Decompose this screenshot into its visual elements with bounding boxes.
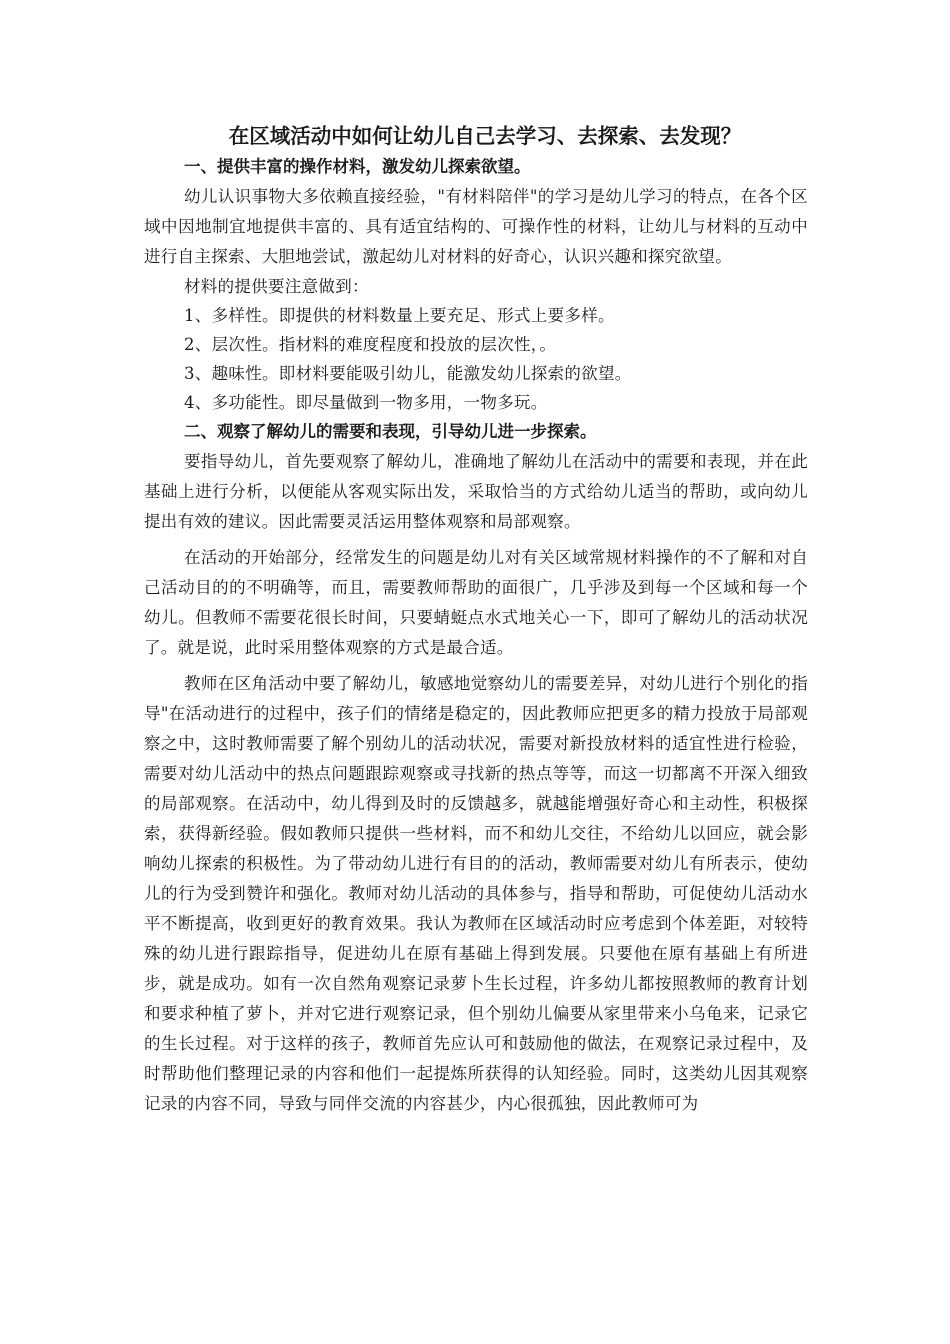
section-2-heading: 二、观察了解幼儿的需要和表现，引导幼儿进一步探索。: [184, 422, 597, 441]
list-item: 2、层次性。指材料的难度程度和投放的层次性，。: [184, 335, 557, 354]
section-2-paragraph: 在活动的开始部分，经常发生的问题是幼儿对有关区域常规材料操作的不了解和对自己活动目的的不明确等，而且，需要教师帮助的面很广，几乎涉及到每一个区域和每一个幼儿。但教师不需要花很长时间，只要蜻蜓点水式地关心一下，即可了解幼儿的活动状况了。就是说，此时采用整体观察的方式是最合适。: [144, 548, 808, 657]
section-1-paragraph: 幼儿认识事物大多依赖直接经验，"有材料陪伴"的学习是幼儿学习的特点，在各个区域中因地制宜地提供丰富的、具有适宜结构的、可操作性的材料，让幼儿与材料的互动中进行自主探索、大胆地尝试，激起幼儿对材料的好奇心，认识兴趣和探究欲望。: [144, 187, 808, 266]
materials-intro: 材料的提供要注意做到：: [184, 277, 369, 296]
document-page: [144, 120, 808, 1119]
section-2-paragraph: 教师在区角活动中要了解幼儿，敏感地觉察幼儿的需要差异，对幼儿进行个别化的指导"在活动进行的过程中，孩子们的情绪是稳定的，因此教师应把更多的精力投放于局部观察之中，这时教师需要了解个别幼儿的活动状况，需要对新投放材料的适宜性进行检验，需要对幼儿活动中的热点问题跟踪观察或寻找新的热点等等，而这一切都离不开深入细致的局部观察。在活动中，幼儿得到及时的反馈越多，就越能增强好奇心和主动性，积极探索，获得新经验。假如教师只提供一些材料，而不和幼儿交往，不给幼儿以回应，就会影响幼儿探索的积极性。为了带动幼儿进行有目的的活动，教师需要对幼儿有所表示，使幼儿的行为受到赞许和强化。教师对幼儿活动的具体参与，指导和帮助，可促使幼儿活动水平不断提高，收到更好的教育效果。我认为教师在区域活动时应考虑到个体差距，对较特殊的幼儿进行跟踪指导，促进幼儿在原有基础上得到发展。只要他在原有基础上有所进步，就是成功。如有一次自然角观察记录萝卜生长过程，许多幼儿都按照教师的教育计划和要求种植了萝卜，并对它进行观察记录，但个别幼儿偏要从家里带来小乌龟来，记录它的生长过程。对于这样的孩子，教师首先应认可和鼓励他的做法，在观察记录过程中，及时帮助他们整理记录的内容和他们一起提炼所获得的认知经验。同时，这类幼儿因其观察记录的内容不同，导致与同伴交流的内容甚少，内心很孤独，因此教师可为: [144, 674, 808, 1113]
list-item: 1、多样性。即提供的材料数量上要充足、形式上要多样。: [184, 306, 615, 325]
document-title: 在区域活动中如何让幼儿自己去学习、去探索、去发现？: [228, 124, 742, 148]
list-item: 4、多功能性。即尽量做到一物多用，一物多玩。: [184, 393, 548, 412]
list-item: 3、趣味性。即材料要能吸引幼儿，能激发幼儿探索的欲望。: [184, 364, 632, 383]
section-2-paragraph: 要指导幼儿，首先要观察了解幼儿，准确地了解幼儿在活动中的需要和表现，并在此基础上进行分析，以便能从客观实际出发，采取恰当的方式给幼儿适当的帮助，或向幼儿提出有效的建议。因此需要灵活运用整体观察和局部观察。: [144, 452, 808, 531]
section-1-heading: 一、提供丰富的操作材料，激发幼儿探索欲望。: [184, 157, 531, 176]
